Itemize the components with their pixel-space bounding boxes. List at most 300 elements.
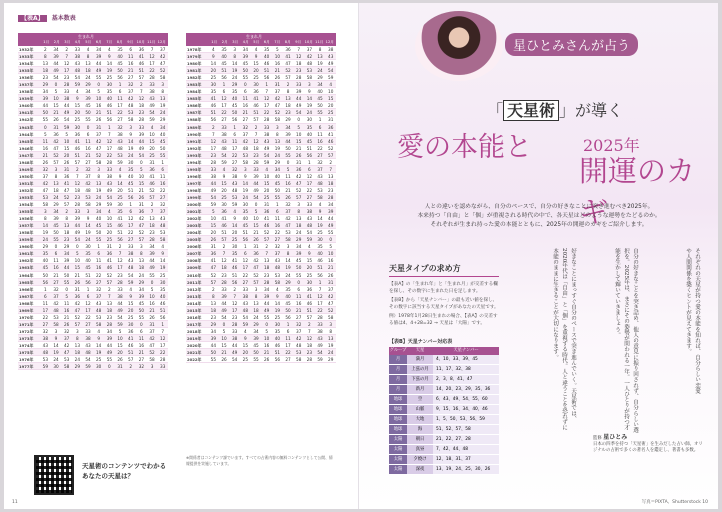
value-cell: 13 bbox=[328, 173, 334, 179]
value-cell: 18 bbox=[285, 103, 291, 109]
value-cell: 11 bbox=[42, 300, 48, 306]
table-row bbox=[18, 363, 168, 370]
value-cell: 50 bbox=[274, 187, 281, 193]
value-cell: 25 bbox=[306, 272, 313, 278]
table-row bbox=[186, 208, 336, 215]
value-cell: 55 bbox=[138, 314, 145, 320]
value-cell: 38 bbox=[232, 335, 238, 341]
table-row bbox=[18, 60, 168, 67]
value-cell: 3 bbox=[308, 82, 311, 88]
value-cell: 0 bbox=[265, 321, 269, 327]
value-cell: 25 bbox=[128, 314, 134, 320]
value-cell: 12 bbox=[210, 138, 216, 144]
value-cell: 45 bbox=[232, 103, 238, 109]
value-cell: 1 bbox=[233, 124, 237, 130]
qr-code[interactable] bbox=[34, 455, 74, 495]
value-cell: 7 bbox=[265, 89, 269, 95]
table-row bbox=[186, 257, 336, 264]
table-row bbox=[18, 243, 168, 250]
value-cell: 38 bbox=[106, 173, 113, 179]
table-row bbox=[18, 124, 168, 131]
value-cell: 12 bbox=[306, 335, 313, 341]
subtitle-close: 」が導く bbox=[559, 101, 624, 120]
value-cell: 12 bbox=[253, 138, 259, 144]
value-cell: 14 bbox=[274, 300, 281, 306]
value-cell: 13 bbox=[296, 216, 302, 222]
year-cell: 1989年 bbox=[187, 124, 202, 130]
value-cell: 29 bbox=[74, 364, 81, 370]
value-cell: 44 bbox=[53, 61, 59, 67]
value-cell: 30 bbox=[306, 279, 313, 285]
value-cell: 31 bbox=[117, 364, 123, 370]
value-cell: 7 bbox=[254, 131, 258, 137]
value-cell: 1 bbox=[97, 244, 101, 250]
value-cell: 18 bbox=[264, 265, 270, 271]
table-row bbox=[18, 187, 168, 194]
value-cell: 1 bbox=[108, 124, 111, 130]
value-cell: 0 bbox=[222, 321, 226, 327]
value-cell: 56 bbox=[232, 279, 238, 285]
value-cell: 10 bbox=[296, 131, 302, 137]
value-cell: 10 bbox=[64, 138, 70, 144]
month-header: 2月 bbox=[221, 40, 228, 44]
value-cell: 44 bbox=[210, 342, 216, 348]
value-cell: 26 bbox=[64, 321, 70, 327]
legend-title: 【表B】天星ナンバー対応表 bbox=[389, 339, 453, 345]
year-cell: 2015年 bbox=[187, 307, 202, 313]
value-cell: 58 bbox=[96, 321, 102, 327]
value-cell: 10 bbox=[96, 96, 102, 102]
value-cell: 1 bbox=[286, 321, 290, 327]
value-cell: 36 bbox=[64, 173, 70, 179]
table-row bbox=[186, 300, 336, 307]
value-cell: 0 bbox=[44, 124, 47, 130]
value-cell: 15 bbox=[64, 145, 70, 151]
value-cell: 6 bbox=[308, 166, 311, 172]
value-cell: 45 bbox=[242, 223, 249, 229]
value-cell: 10 bbox=[117, 335, 123, 341]
value-cell: 58 bbox=[274, 117, 281, 123]
legend-row bbox=[389, 375, 499, 385]
value-cell: 8 bbox=[44, 216, 47, 222]
value-cell: 4 bbox=[276, 286, 279, 292]
year-cell: 1992年 bbox=[187, 145, 202, 151]
value-cell: 30 bbox=[274, 321, 281, 327]
table-row bbox=[186, 321, 336, 328]
value-cell: 6 bbox=[276, 209, 279, 215]
value-cell: 2 bbox=[265, 244, 269, 250]
legend-group: 太陽 bbox=[389, 465, 407, 474]
value-cell: 21 bbox=[96, 110, 102, 116]
value-cell: 28 bbox=[253, 159, 259, 165]
value-cell: 44 bbox=[296, 96, 302, 102]
value-cell: 12 bbox=[138, 96, 145, 102]
value-cell: 43 bbox=[242, 300, 249, 306]
value-cell: 51 bbox=[221, 230, 227, 236]
year-cell: 1966年 bbox=[19, 286, 34, 292]
value-cell: 42 bbox=[328, 293, 334, 299]
value-cell: 18 bbox=[296, 61, 302, 67]
value-cell: 14 bbox=[53, 342, 59, 348]
value-cell: 17 bbox=[232, 307, 238, 313]
value-cell: 39 bbox=[53, 216, 59, 222]
value-cell: 1 bbox=[161, 321, 165, 327]
legend-group: 月 bbox=[389, 365, 407, 374]
value-cell: 44 bbox=[64, 103, 70, 109]
value-cell: 37 bbox=[160, 47, 166, 52]
value-cell: 26 bbox=[274, 75, 281, 81]
value-cell: 21 bbox=[128, 68, 134, 74]
value-cell: 56 bbox=[210, 117, 216, 123]
value-cell: 40 bbox=[285, 293, 291, 299]
value-cell: 6 bbox=[97, 251, 101, 257]
legend-group: 太陽 bbox=[389, 445, 407, 454]
value-cell: 48 bbox=[117, 145, 123, 151]
value-cell: 43 bbox=[274, 258, 281, 264]
value-cell: 41 bbox=[128, 335, 134, 341]
value-cell: 22 bbox=[232, 152, 238, 158]
value-cell: 9 bbox=[276, 293, 279, 299]
value-cell: 7 bbox=[150, 47, 154, 52]
value-cell: 34 bbox=[296, 244, 302, 250]
value-cell: 39 bbox=[85, 96, 91, 102]
year-cell: 1937年 bbox=[19, 82, 34, 88]
value-cell: 39 bbox=[221, 293, 227, 299]
value-cell: 45 bbox=[306, 138, 313, 144]
value-cell: 50 bbox=[42, 110, 48, 116]
value-cell: 19 bbox=[328, 342, 334, 348]
howto-step: 【表B】から「天星ナンバー」の最も近い値を探し、その数字に該当する天星タイプがあなたの天星です。 bbox=[389, 298, 499, 310]
value-cell: 11 bbox=[64, 300, 70, 306]
value-cell: 44 bbox=[232, 342, 238, 348]
value-cell: 44 bbox=[149, 258, 155, 264]
value-cell: 27 bbox=[306, 194, 313, 200]
value-cell: 27 bbox=[160, 194, 166, 200]
value-cell: 38 bbox=[264, 131, 270, 137]
value-cell: 33 bbox=[221, 124, 227, 130]
value-cell: 6 bbox=[222, 89, 226, 95]
value-cell: 9 bbox=[108, 54, 111, 60]
value-cell: 24 bbox=[296, 230, 302, 236]
value-cell: 53 bbox=[160, 230, 166, 236]
value-cell: 1 bbox=[222, 82, 226, 88]
value-cell: 18 bbox=[138, 265, 145, 271]
value-cell: 59 bbox=[42, 364, 48, 370]
value-cell: 31 bbox=[149, 159, 155, 165]
legend-numbers: 11、17、32、38 bbox=[433, 365, 499, 374]
table-row bbox=[186, 229, 336, 236]
value-cell: 8 bbox=[318, 47, 322, 52]
value-cell: 28 bbox=[149, 75, 155, 81]
value-cell: 46 bbox=[210, 103, 216, 109]
value-cell: 29 bbox=[160, 117, 166, 123]
year-cell: 1986年 bbox=[187, 103, 202, 109]
table-row bbox=[18, 159, 168, 166]
value-cell: 27 bbox=[296, 314, 302, 320]
value-cell: 59 bbox=[106, 202, 113, 208]
value-cell: 21 bbox=[138, 350, 145, 356]
year-cell: 1943年 bbox=[19, 124, 34, 130]
value-cell: 7 bbox=[233, 293, 237, 299]
value-cell: 4 bbox=[129, 286, 133, 292]
year-cell: 2000年 bbox=[187, 202, 202, 208]
value-cell: 17 bbox=[232, 145, 238, 151]
legend-type: 海 bbox=[407, 425, 433, 434]
value-cell: 18 bbox=[149, 223, 155, 229]
value-cell: 54 bbox=[53, 75, 59, 81]
value-cell: 54 bbox=[221, 314, 227, 320]
month-header: 5月 bbox=[85, 40, 92, 44]
value-cell: 45 bbox=[296, 258, 302, 264]
year-cell: 1955年 bbox=[19, 209, 34, 215]
value-cell: 22 bbox=[42, 314, 48, 320]
value-cell: 51 bbox=[128, 187, 134, 193]
value-cell: 28 bbox=[64, 82, 70, 88]
value-cell: 5 bbox=[118, 328, 122, 334]
value-cell: 22 bbox=[306, 187, 313, 193]
table-row bbox=[18, 236, 168, 243]
value-cell: 52 bbox=[285, 68, 291, 74]
table-row bbox=[186, 95, 336, 102]
value-cell: 19 bbox=[106, 68, 113, 74]
value-cell: 12 bbox=[85, 300, 91, 306]
legend-group: 地球 bbox=[389, 405, 407, 414]
table-row bbox=[186, 60, 336, 67]
value-cell: 59 bbox=[117, 321, 123, 327]
value-cell: 30 bbox=[85, 244, 91, 250]
value-cell: 42 bbox=[242, 138, 249, 144]
value-cell: 23 bbox=[106, 314, 113, 320]
value-cell: 51 bbox=[106, 110, 113, 116]
year-cell: 1978年 bbox=[187, 47, 202, 52]
month-header: 8月 bbox=[284, 40, 291, 44]
value-cell: 26 bbox=[210, 237, 216, 243]
year-cell: 1960年 bbox=[19, 244, 34, 250]
value-cell: 39 bbox=[242, 54, 249, 60]
value-cell: 13 bbox=[253, 300, 259, 306]
value-cell: 38 bbox=[85, 335, 91, 341]
value-cell: 16 bbox=[328, 258, 334, 264]
value-cell: 49 bbox=[232, 350, 238, 356]
value-cell: 2 bbox=[129, 364, 133, 370]
value-cell: 2 bbox=[254, 124, 258, 130]
value-cell: 27 bbox=[285, 357, 291, 363]
legend-type: 大地 bbox=[407, 415, 433, 424]
value-cell: 56 bbox=[221, 75, 227, 81]
value-cell: 13 bbox=[85, 61, 91, 67]
value-cell: 20 bbox=[253, 68, 259, 74]
value-cell: 39 bbox=[296, 89, 302, 95]
value-cell: 35 bbox=[274, 328, 281, 334]
table-row bbox=[186, 279, 336, 286]
value-cell: 45 bbox=[285, 300, 291, 306]
value-cell: 8 bbox=[54, 173, 58, 179]
value-cell: 13 bbox=[106, 300, 113, 306]
value-cell: 1 bbox=[161, 159, 165, 165]
value-cell: 23 bbox=[328, 187, 334, 193]
month-header: 6月 bbox=[95, 40, 102, 44]
value-cell: 27 bbox=[117, 117, 123, 123]
value-cell: 21 bbox=[296, 307, 302, 313]
value-cell: 16 bbox=[274, 223, 281, 229]
year-cell: 2007年 bbox=[187, 251, 202, 257]
table-row bbox=[186, 166, 336, 173]
year-cell: 1963年 bbox=[19, 265, 34, 271]
value-cell: 45 bbox=[85, 265, 91, 271]
year-cell: 1954年 bbox=[19, 202, 34, 208]
value-cell: 32 bbox=[128, 82, 134, 88]
table-row bbox=[186, 88, 336, 95]
value-cell: 30 bbox=[306, 117, 313, 123]
value-cell: 0 bbox=[97, 82, 101, 88]
value-cell: 53 bbox=[306, 68, 313, 74]
value-cell: 51 bbox=[128, 350, 134, 356]
legend-group: 月 bbox=[389, 355, 407, 364]
value-cell: 0 bbox=[329, 237, 333, 243]
value-cell: 56 bbox=[117, 75, 123, 81]
table-a-heading bbox=[18, 13, 76, 22]
table-row bbox=[186, 286, 336, 293]
year-cell: 1948年 bbox=[19, 159, 34, 165]
value-cell: 48 bbox=[85, 187, 91, 193]
table-caption: 生まれ月 bbox=[246, 34, 262, 39]
value-cell: 8 bbox=[212, 293, 215, 299]
value-cell: 7 bbox=[318, 286, 322, 292]
value-cell: 44 bbox=[264, 300, 270, 306]
value-cell: 2 bbox=[118, 244, 122, 250]
table-row bbox=[18, 109, 168, 116]
table-row bbox=[18, 300, 168, 307]
value-cell: 10 bbox=[149, 293, 155, 299]
value-cell: 6 bbox=[86, 131, 90, 137]
value-cell: 23 bbox=[149, 230, 155, 236]
value-cell: 36 bbox=[306, 286, 313, 292]
value-cell: 14 bbox=[85, 223, 91, 229]
value-cell: 2 bbox=[150, 202, 154, 208]
value-cell: 16 bbox=[285, 180, 291, 186]
value-cell: 15 bbox=[128, 300, 134, 306]
value-cell: 32 bbox=[42, 328, 48, 334]
value-cell: 58 bbox=[64, 364, 70, 370]
value-cell: 9 bbox=[308, 251, 311, 257]
legend-numbers: 7、42、44、48 bbox=[433, 445, 499, 454]
value-cell: 40 bbox=[117, 54, 123, 60]
value-cell: 8 bbox=[76, 335, 79, 341]
legend-numbers: 9、15、16、34、40、46 bbox=[433, 405, 499, 414]
legend-row bbox=[389, 355, 499, 365]
value-cell: 54 bbox=[242, 314, 249, 320]
year-cell: 1932年 bbox=[19, 47, 34, 52]
year-cell: 1973年 bbox=[19, 335, 34, 341]
value-cell: 40 bbox=[306, 131, 313, 137]
value-cell: 54 bbox=[296, 110, 302, 116]
value-cell: 5 bbox=[297, 124, 301, 130]
value-cell: 17 bbox=[264, 103, 270, 109]
value-cell: 7 bbox=[140, 89, 143, 95]
value-cell: 49 bbox=[221, 307, 227, 313]
value-cell: 19 bbox=[128, 145, 134, 151]
value-cell: 42 bbox=[74, 300, 81, 306]
value-cell: 52 bbox=[64, 194, 70, 200]
author-bio: 日本の四季を持つ「天星術」を生みだした占い師。オリジナルの占術で多くの著名人を鑑定し、著書も多数。 bbox=[593, 442, 703, 454]
value-cell: 19 bbox=[160, 103, 166, 109]
value-cell: 25 bbox=[274, 314, 281, 320]
value-cell: 10 bbox=[221, 335, 227, 341]
value-cell: 31 bbox=[210, 244, 216, 250]
value-cell: 46 bbox=[117, 223, 123, 229]
legend-type: 上弦の月 bbox=[407, 365, 433, 374]
value-cell: 50 bbox=[285, 307, 291, 313]
value-cell: 40 bbox=[128, 173, 134, 179]
value-cell: 11 bbox=[42, 138, 48, 144]
legend-row bbox=[389, 385, 499, 395]
value-cell: 28 bbox=[74, 202, 81, 208]
value-cell: 0 bbox=[65, 286, 69, 292]
year-cell: 2006年 bbox=[187, 244, 202, 250]
value-cell: 23 bbox=[210, 152, 216, 158]
legend-numbers: 51、52、57、58 bbox=[433, 425, 499, 434]
value-cell: 13 bbox=[274, 138, 281, 144]
year-cell: 2012年 bbox=[187, 286, 202, 292]
value-cell: 28 bbox=[106, 321, 113, 327]
year-cell: 1997年 bbox=[187, 180, 202, 186]
value-cell: 16 bbox=[96, 265, 102, 271]
value-cell: 47 bbox=[74, 307, 81, 313]
value-cell: 55 bbox=[328, 230, 334, 236]
legend-row bbox=[389, 395, 499, 405]
value-cell: 35 bbox=[210, 89, 216, 95]
value-cell: 4 bbox=[222, 166, 226, 172]
year-cell: 1952年 bbox=[19, 187, 34, 193]
value-cell: 55 bbox=[64, 279, 70, 285]
value-cell: 47 bbox=[285, 61, 291, 67]
table-row bbox=[18, 46, 168, 53]
value-cell: 24 bbox=[138, 272, 145, 278]
value-cell: 23 bbox=[306, 350, 313, 356]
value-cell: 56 bbox=[317, 272, 323, 278]
year-cell: 1947年 bbox=[19, 152, 34, 158]
value-cell: 50 bbox=[232, 110, 238, 116]
year-cell: 1971年 bbox=[19, 321, 34, 327]
value-cell: 18 bbox=[106, 307, 113, 313]
value-cell: 21 bbox=[253, 230, 259, 236]
table-row bbox=[186, 349, 336, 356]
value-cell: 47 bbox=[285, 223, 291, 229]
credit-and-page bbox=[642, 499, 708, 505]
value-cell: 22 bbox=[106, 152, 113, 158]
value-cell: 34 bbox=[264, 286, 270, 292]
value-cell: 30 bbox=[128, 321, 134, 327]
value-cell: 7 bbox=[212, 131, 215, 137]
value-cell: 9 bbox=[254, 54, 258, 60]
value-cell: 53 bbox=[128, 110, 134, 116]
table-row bbox=[18, 307, 168, 314]
month-header: 3月 bbox=[64, 40, 71, 44]
value-cell: 35 bbox=[242, 209, 249, 215]
value-cell: 35 bbox=[232, 251, 238, 257]
year-cell: 1961年 bbox=[19, 251, 34, 257]
value-cell: 30 bbox=[128, 159, 134, 165]
value-cell: 46 bbox=[221, 223, 227, 229]
value-cell: 37 bbox=[296, 328, 302, 334]
value-cell: 24 bbox=[85, 237, 91, 243]
year-cell: 2008年 bbox=[187, 258, 202, 264]
month-header: 8月 bbox=[116, 40, 123, 44]
value-cell: 29 bbox=[42, 82, 48, 88]
year-cell: 2019年 bbox=[187, 335, 202, 341]
value-cell: 37 bbox=[274, 89, 281, 95]
value-cell: 29 bbox=[317, 75, 323, 81]
